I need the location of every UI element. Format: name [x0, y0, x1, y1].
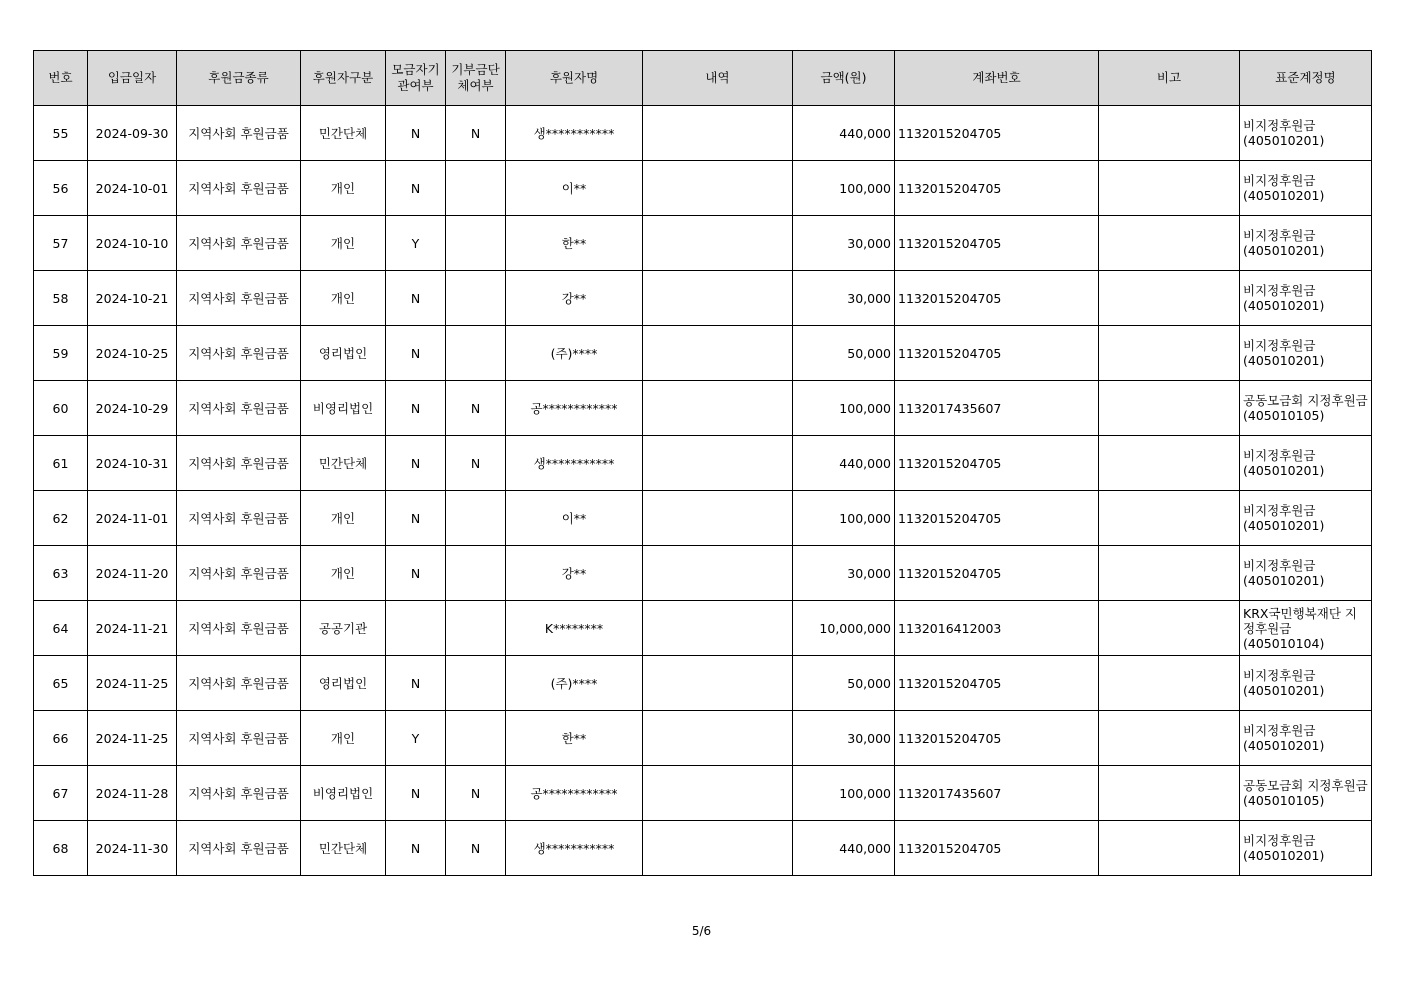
cell-account-number: 1132015204705 [895, 821, 1099, 876]
table-row [34, 491, 1372, 546]
cell-standard-account: 비지정후원금(405010201) [1240, 821, 1372, 876]
cell-details [643, 271, 793, 326]
cell-details [643, 546, 793, 601]
cell-fundraiser-flag: N [386, 436, 446, 491]
cell-donation-type: 지역사회 후원금품 [177, 711, 301, 766]
cell-standard-account: 비지정후원금(405010201) [1240, 711, 1372, 766]
cell-donation-type: 지역사회 후원금품 [177, 766, 301, 821]
col-account-number-header: 계좌번호 [895, 51, 1099, 106]
cell-account-number: 1132015204705 [895, 216, 1099, 271]
cell-number: 62 [34, 491, 88, 546]
cell-number: 65 [34, 656, 88, 711]
cell-deposit-date: 2024-10-21 [88, 271, 177, 326]
col-deposit-date-header: 입금일자 [88, 51, 177, 106]
cell-donation-type: 지역사회 후원금품 [177, 436, 301, 491]
cell-details [643, 106, 793, 161]
cell-fundraiser-flag: N [386, 656, 446, 711]
cell-fundraiser-flag: N [386, 491, 446, 546]
cell-donation-org-flag [446, 546, 506, 601]
cell-remarks [1099, 381, 1240, 436]
cell-donation-org-flag: N [446, 436, 506, 491]
cell-donation-org-flag: N [446, 381, 506, 436]
col-remarks-header: 비고 [1099, 51, 1240, 106]
cell-details [643, 436, 793, 491]
cell-remarks [1099, 161, 1240, 216]
table-row [34, 106, 1372, 161]
cell-donation-org-flag [446, 601, 506, 656]
cell-amount: 440,000 [793, 436, 895, 491]
cell-donation-org-flag: N [446, 821, 506, 876]
col-donation-org-flag-header: 기부금단체여부 [446, 51, 506, 106]
cell-donation-type: 지역사회 후원금품 [177, 216, 301, 271]
cell-donation-type: 지역사회 후원금품 [177, 491, 301, 546]
cell-donor-type: 공공기관 [301, 601, 386, 656]
cell-remarks [1099, 326, 1240, 381]
col-number-header: 번호 [34, 51, 88, 106]
cell-remarks [1099, 491, 1240, 546]
cell-fundraiser-flag: N [386, 271, 446, 326]
cell-details [643, 656, 793, 711]
cell-remarks [1099, 711, 1240, 766]
cell-number: 68 [34, 821, 88, 876]
cell-donor-type: 민간단체 [301, 821, 386, 876]
cell-number: 56 [34, 161, 88, 216]
cell-fundraiser-flag: N [386, 381, 446, 436]
cell-number: 67 [34, 766, 88, 821]
cell-amount: 50,000 [793, 326, 895, 381]
cell-standard-account: 비지정후원금(405010201) [1240, 326, 1372, 381]
cell-account-number: 1132015204705 [895, 491, 1099, 546]
cell-remarks [1099, 546, 1240, 601]
table-row [34, 381, 1372, 436]
cell-fundraiser-flag: N [386, 766, 446, 821]
table-row [34, 546, 1372, 601]
cell-standard-account: 비지정후원금(405010201) [1240, 491, 1372, 546]
table-row [34, 766, 1372, 821]
cell-account-number: 1132017435607 [895, 381, 1099, 436]
col-donor-name-header: 후원자명 [506, 51, 643, 106]
cell-donation-type: 지역사회 후원금품 [177, 381, 301, 436]
cell-standard-account: 비지정후원금(405010201) [1240, 546, 1372, 601]
cell-deposit-date: 2024-11-28 [88, 766, 177, 821]
cell-amount: 30,000 [793, 216, 895, 271]
cell-donor-type: 비영리법인 [301, 766, 386, 821]
cell-deposit-date: 2024-10-29 [88, 381, 177, 436]
table-row [34, 436, 1372, 491]
cell-donor-type: 영리법인 [301, 656, 386, 711]
cell-donor-type: 개인 [301, 216, 386, 271]
cell-donation-type: 지역사회 후원금품 [177, 821, 301, 876]
cell-donation-type: 지역사회 후원금품 [177, 546, 301, 601]
cell-donation-type: 지역사회 후원금품 [177, 326, 301, 381]
cell-details [643, 381, 793, 436]
cell-amount: 440,000 [793, 106, 895, 161]
cell-deposit-date: 2024-11-25 [88, 711, 177, 766]
cell-donor-name: 생*********** [506, 821, 643, 876]
col-donation-type-header: 후원금종류 [177, 51, 301, 106]
table-row [34, 656, 1372, 711]
cell-fundraiser-flag: N [386, 161, 446, 216]
cell-deposit-date: 2024-10-01 [88, 161, 177, 216]
cell-donor-name: 강** [506, 271, 643, 326]
cell-account-number: 1132015204705 [895, 326, 1099, 381]
cell-remarks [1099, 766, 1240, 821]
table-row [34, 326, 1372, 381]
cell-deposit-date: 2024-09-30 [88, 106, 177, 161]
cell-donor-type: 비영리법인 [301, 381, 386, 436]
cell-amount: 100,000 [793, 491, 895, 546]
table-row [34, 216, 1372, 271]
cell-amount: 440,000 [793, 821, 895, 876]
table-row [34, 601, 1372, 656]
cell-amount: 10,000,000 [793, 601, 895, 656]
cell-account-number: 1132015204705 [895, 546, 1099, 601]
cell-donor-type: 영리법인 [301, 326, 386, 381]
cell-fundraiser-flag: Y [386, 216, 446, 271]
cell-remarks [1099, 821, 1240, 876]
cell-donation-type: 지역사회 후원금품 [177, 161, 301, 216]
cell-donor-name: 이** [506, 491, 643, 546]
cell-account-number: 1132016412003 [895, 601, 1099, 656]
cell-donation-type: 지역사회 후원금품 [177, 656, 301, 711]
cell-account-number: 1132015204705 [895, 271, 1099, 326]
cell-remarks [1099, 106, 1240, 161]
cell-donation-org-flag: N [446, 106, 506, 161]
table-row [34, 821, 1372, 876]
cell-deposit-date: 2024-11-01 [88, 491, 177, 546]
cell-number: 66 [34, 711, 88, 766]
cell-details [643, 601, 793, 656]
cell-number: 58 [34, 271, 88, 326]
cell-donor-type: 개인 [301, 271, 386, 326]
cell-account-number: 1132017435607 [895, 766, 1099, 821]
cell-account-number: 1132015204705 [895, 161, 1099, 216]
cell-standard-account: 비지정후원금(405010201) [1240, 436, 1372, 491]
cell-number: 61 [34, 436, 88, 491]
cell-amount: 30,000 [793, 271, 895, 326]
col-details-header: 내역 [643, 51, 793, 106]
cell-standard-account: 공동모금회 지정후원금(405010105) [1240, 766, 1372, 821]
cell-details [643, 216, 793, 271]
cell-remarks [1099, 216, 1240, 271]
donation-ledger-table [33, 50, 1372, 876]
cell-standard-account: 비지정후원금(405010201) [1240, 656, 1372, 711]
cell-number: 60 [34, 381, 88, 436]
cell-details [643, 821, 793, 876]
cell-remarks [1099, 601, 1240, 656]
cell-standard-account: 비지정후원금(405010201) [1240, 106, 1372, 161]
cell-donor-name: (주)**** [506, 326, 643, 381]
cell-donation-type: 지역사회 후원금품 [177, 271, 301, 326]
cell-donation-org-flag [446, 161, 506, 216]
cell-donation-org-flag: N [446, 766, 506, 821]
cell-donation-org-flag [446, 491, 506, 546]
cell-standard-account: 비지정후원금(405010201) [1240, 161, 1372, 216]
cell-details [643, 326, 793, 381]
cell-donor-name: 생*********** [506, 106, 643, 161]
cell-amount: 100,000 [793, 161, 895, 216]
col-fundraiser-flag-header: 모금자기관여부 [386, 51, 446, 106]
cell-number: 57 [34, 216, 88, 271]
cell-amount: 30,000 [793, 546, 895, 601]
cell-deposit-date: 2024-11-21 [88, 601, 177, 656]
cell-fundraiser-flag: N [386, 821, 446, 876]
cell-donor-name: 이** [506, 161, 643, 216]
cell-donor-name: 한** [506, 216, 643, 271]
cell-standard-account: 비지정후원금(405010201) [1240, 271, 1372, 326]
cell-donation-org-flag [446, 711, 506, 766]
cell-donor-name: 공************ [506, 381, 643, 436]
cell-donor-type: 개인 [301, 546, 386, 601]
cell-donor-type: 개인 [301, 161, 386, 216]
cell-remarks [1099, 656, 1240, 711]
cell-donor-type: 개인 [301, 491, 386, 546]
cell-standard-account: 비지정후원금(405010201) [1240, 216, 1372, 271]
cell-number: 63 [34, 546, 88, 601]
cell-number: 64 [34, 601, 88, 656]
cell-amount: 50,000 [793, 656, 895, 711]
cell-remarks [1099, 436, 1240, 491]
cell-deposit-date: 2024-10-25 [88, 326, 177, 381]
cell-deposit-date: 2024-11-30 [88, 821, 177, 876]
cell-fundraiser-flag: N [386, 326, 446, 381]
cell-account-number: 1132015204705 [895, 711, 1099, 766]
col-standard-account-header: 표준계정명 [1240, 51, 1372, 106]
table-row [34, 711, 1372, 766]
cell-deposit-date: 2024-11-25 [88, 656, 177, 711]
cell-donation-org-flag [446, 216, 506, 271]
cell-deposit-date: 2024-10-10 [88, 216, 177, 271]
cell-details [643, 711, 793, 766]
cell-donor-name: 생*********** [506, 436, 643, 491]
cell-standard-account: 공동모금회 지정후원금(405010105) [1240, 381, 1372, 436]
cell-number: 55 [34, 106, 88, 161]
cell-donor-type: 민간단체 [301, 106, 386, 161]
cell-details [643, 766, 793, 821]
cell-donor-name: (주)**** [506, 656, 643, 711]
cell-account-number: 1132015204705 [895, 656, 1099, 711]
cell-deposit-date: 2024-10-31 [88, 436, 177, 491]
cell-donor-name: 강** [506, 546, 643, 601]
cell-donation-type: 지역사회 후원금품 [177, 601, 301, 656]
table-row [34, 161, 1372, 216]
cell-remarks [1099, 271, 1240, 326]
table-row [34, 271, 1372, 326]
cell-account-number: 1132015204705 [895, 436, 1099, 491]
page-number: 5/6 [691, 924, 712, 938]
cell-amount: 30,000 [793, 711, 895, 766]
cell-donation-type: 지역사회 후원금품 [177, 106, 301, 161]
cell-number: 59 [34, 326, 88, 381]
table-header-row [34, 51, 1372, 106]
cell-amount: 100,000 [793, 381, 895, 436]
cell-donation-org-flag [446, 271, 506, 326]
cell-donation-org-flag [446, 656, 506, 711]
cell-account-number: 1132015204705 [895, 106, 1099, 161]
col-amount-header: 금액(원) [793, 51, 895, 106]
cell-fundraiser-flag: N [386, 546, 446, 601]
col-donor-type-header: 후원자구분 [301, 51, 386, 106]
cell-fundraiser-flag [386, 601, 446, 656]
cell-details [643, 491, 793, 546]
cell-fundraiser-flag: Y [386, 711, 446, 766]
cell-donor-name: 공************ [506, 766, 643, 821]
cell-fundraiser-flag: N [386, 106, 446, 161]
cell-donor-name: 한** [506, 711, 643, 766]
cell-donation-org-flag [446, 326, 506, 381]
cell-donor-name: K******** [506, 601, 643, 656]
cell-donor-type: 개인 [301, 711, 386, 766]
cell-deposit-date: 2024-11-20 [88, 546, 177, 601]
cell-details [643, 161, 793, 216]
cell-amount: 100,000 [793, 766, 895, 821]
cell-donor-type: 민간단체 [301, 436, 386, 491]
cell-standard-account: KRX국민행복재단 지정후원금(405010104) [1240, 601, 1372, 656]
